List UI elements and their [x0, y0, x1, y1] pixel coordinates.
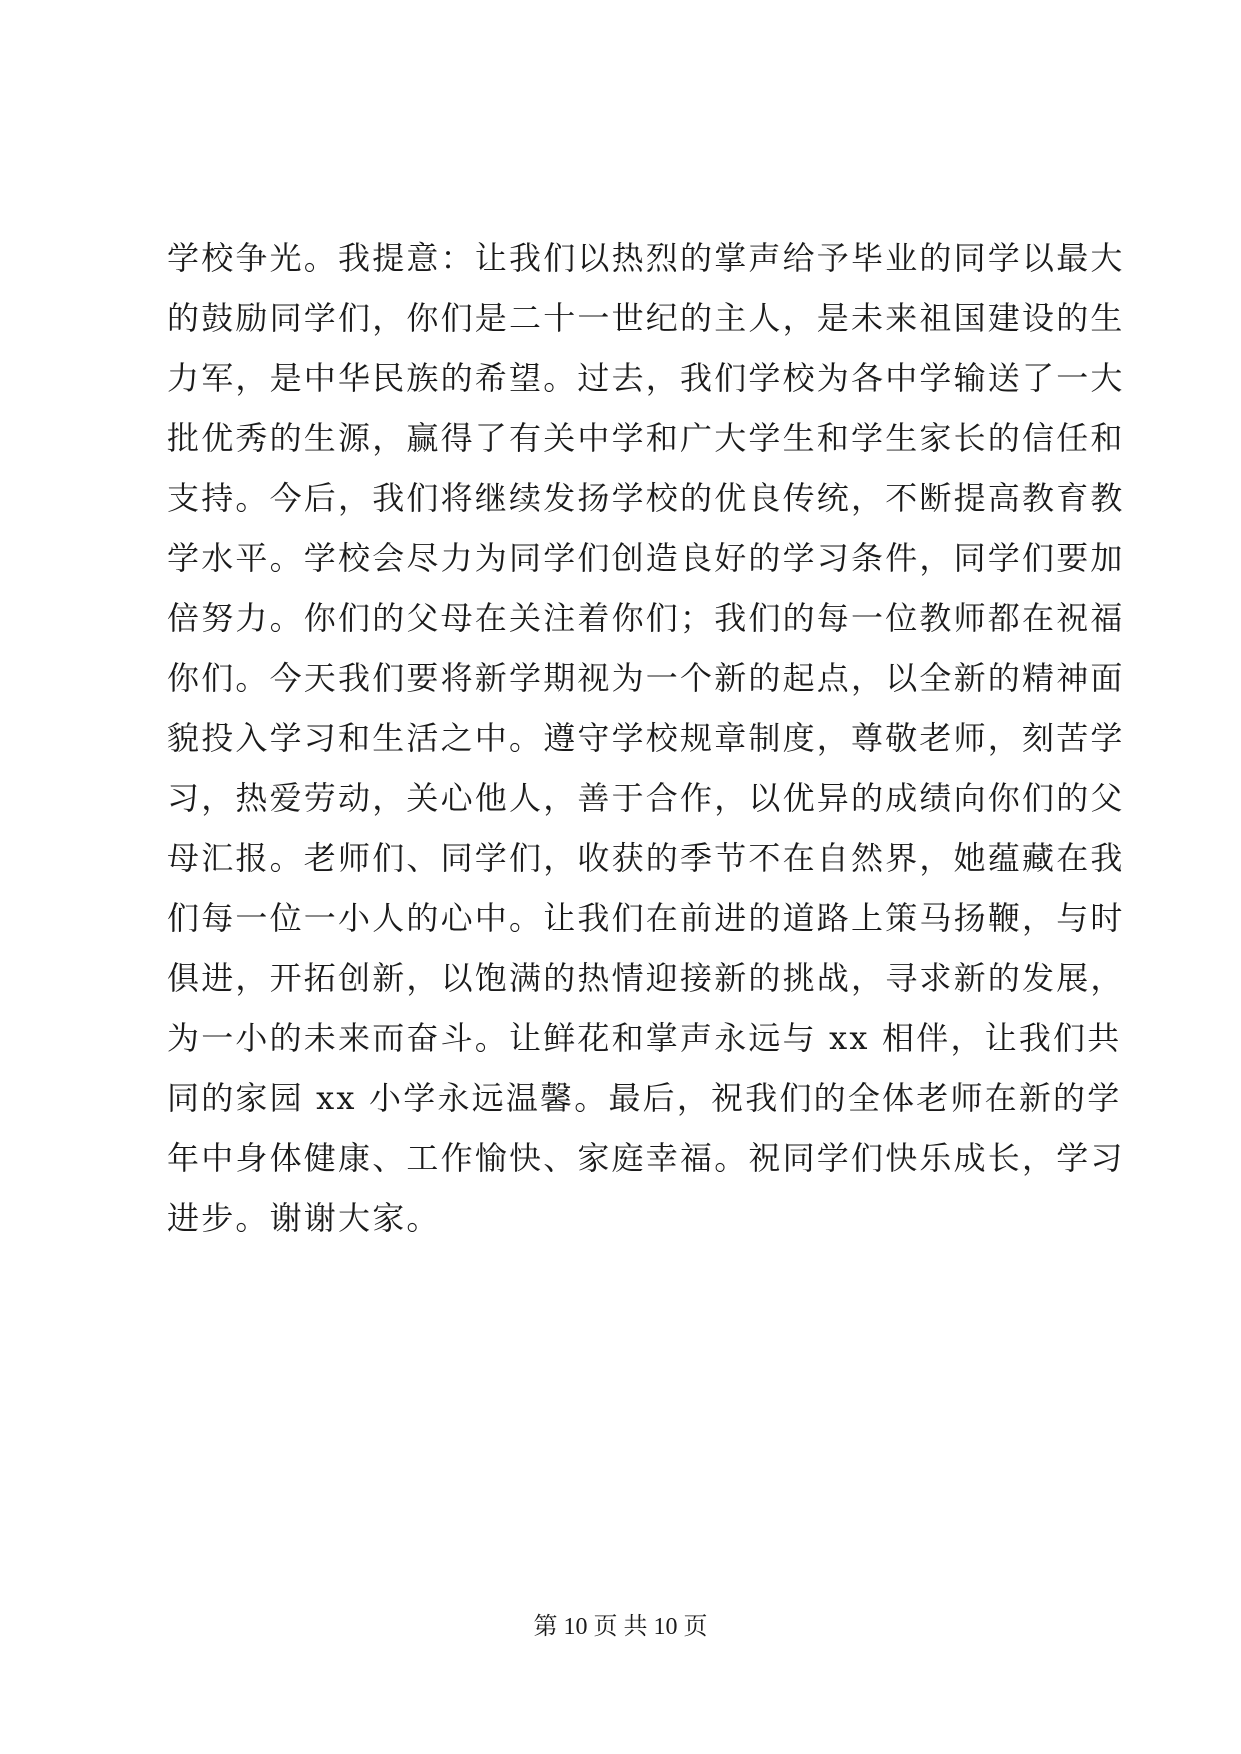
text-line: 年中身体健康、工作愉快、家庭幸福。祝同学们快乐成长，学习 [167, 1139, 1125, 1177]
text-line: 进步。谢谢大家。 [167, 1199, 441, 1237]
text-line: 母汇报。老师们、同学们，收获的季节不在自然界，她蕴藏在我 [167, 839, 1125, 877]
text-line: 学水平。学校会尽力为同学们创造良好的学习条件，同学们要加 [167, 539, 1125, 577]
text-line: 批优秀的生源，赢得了有关中学和广大学生和学生家长的信任和 [167, 419, 1125, 457]
text-line: 倍努力。你们的父母在关注着你们；我们的每一位教师都在祝福 [167, 599, 1125, 637]
body-text [167, 228, 1125, 1248]
text-line: 力军，是中华民族的希望。过去，我们学校为各中学输送了一大 [167, 359, 1125, 397]
page-number-footer: 第 10 页 共 10 页 [533, 1614, 708, 1640]
text-line: 为一小的未来而奋斗。让鲜花和掌声永远与 xx 相伴，让我们共 [167, 1019, 1122, 1057]
text-line: 支持。今后，我们将继续发扬学校的优良传统，不断提高教育教 [167, 479, 1125, 517]
text-line: 们每一位一小人的心中。让我们在前进的道路上策马扬鞭，与时 [167, 899, 1125, 937]
text-line: 同的家园 xx 小学永远温馨。最后，祝我们的全体老师在新的学 [167, 1079, 1122, 1117]
text-line: 貌投入学习和生活之中。遵守学校规章制度，尊敬老师，刻苦学 [167, 719, 1125, 757]
text-line: 学校争光。我提意：让我们以热烈的掌声给予毕业的同学以最大 [167, 239, 1125, 277]
text-line: 你们。今天我们要将新学期视为一个新的起点，以全新的精神面 [167, 659, 1125, 697]
text-line: 俱进，开拓创新，以饱满的热情迎接新的挑战，寻求新的发展， [167, 959, 1125, 997]
text-line: 习，热爱劳动，关心他人，善于合作，以优异的成绩向你们的父 [167, 779, 1125, 817]
text-line: 的鼓励同学们，你们是二十一世纪的主人，是未来祖国建设的生 [167, 299, 1125, 337]
